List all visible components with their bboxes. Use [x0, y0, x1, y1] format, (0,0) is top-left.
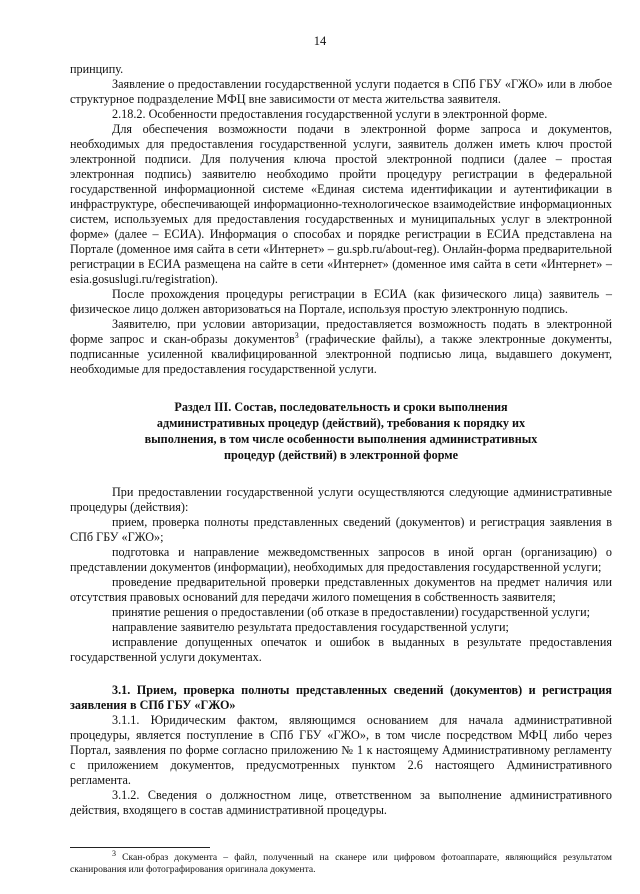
section-heading: Раздел III. Состав, последовательность и сроки выполнения административных процедур (действий), требования к порядку их выполнения, в том числе особенности выполнения административных процедур (действий) в электронной форме [144, 400, 538, 462]
procedures-intro: При предоставлении государственной услуги осуществляются следующие административные процедуры (действия): [70, 485, 612, 514]
procedure-item: прием, проверка полноты представленных сведений (документов) и регистрация заявления в СПб ГБУ «ГЖО»; [70, 515, 612, 544]
procedure-item: исправление допущенных опечаток и ошибок в выданных в результате предоставления государственной услуги документах. [70, 635, 612, 664]
paragraph-authorization [70, 317, 612, 377]
paragraph-2-18-2: 2.18.2. Особенности предоставления государственной услуги в электронной форме. [112, 107, 548, 121]
paragraph-application: Заявление о предоставлении государственной услуги подается в СПб ГБУ «ГЖО» или в любое структурное подразделение МФЦ вне зависимости от места жительства заявителя. [70, 77, 612, 106]
paragraph-registration: После прохождения процедуры регистрации в ЕСИА (как физического лица) заявитель – физическое лицо должен авторизоваться на Портале, используя простую электронную подпись. [70, 287, 612, 316]
paragraph-3-1-2: 3.1.2. Сведения о должностном лице, ответственном за выполнение административного действия, входящего в состав административной процедуры. [70, 788, 612, 817]
footnote-separator [70, 847, 210, 848]
procedure-item: направление заявителю результата предоставления государственной услуги; [112, 620, 509, 634]
footnote [70, 848, 612, 876]
paragraph-esia: Для обеспечения возможности подачи в электронной форме запроса и документов, необходимых для предоставления государственной услуги, заявитель должен иметь ключ простой электронной подписи. Для получения ключа простой электронной подписи (далее – простая электронная подпись) заявителю необходимо пройти процедуру регистрации в федеральной государственной информационной системе «Единая система идентификации и аутентификации в инфраструктуре, обеспечивающей информационно-технологическое взаимодействие информационных систем, используемых для предоставления государственных и муниципальных услуг в электронной форме» (далее – ЕСИА). Информация о способах и порядке регистрации в ЕСИА представлена на Портале (доменное имя сайта в сети «Интернет» – gu.spb.ru/about-reg). Онлайн-форма предварительной регистрации в ЕСИА размещена на сайте в сети «Интернет» (доменное имя сайта в сети «Интернет» – esia.gosuslugi.ru/registration). [70, 122, 612, 286]
footnote-ref: 3 [294, 330, 299, 340]
footnote-mark: 3 [112, 848, 116, 858]
procedure-item: подготовка и направление межведомственных запросов в иной орган (организацию) о представлении документов (информации), необходимых для предоставления государственной услуги; [70, 545, 612, 574]
document-body [70, 62, 612, 818]
paragraph-continuation: принципу. [70, 62, 124, 76]
footnote-text: Скан-образ документа – файл, полученный на сканере или цифровом фотоаппарате, являющийся результатом сканирования или фотографирования оригинала документа. [70, 852, 612, 875]
subsection-heading: 3.1. Прием, проверка полноты представленных сведений (документов) и регистрация заявления в СПб ГБУ «ГЖО» [70, 683, 612, 712]
procedure-item: принятие решения о предоставлении (об отказе в предоставлении) государственной услуги; [112, 605, 591, 619]
page-number: 14 [313, 34, 327, 48]
paragraph-3-1-1: 3.1.1. Юридическим фактом, являющимся основанием для начала административной процедуры, является поступление в СПб ГБУ «ГЖО», в том числе посредством МФЦ либо через Портал, заявления по форме согласно приложению № 1 к настоящему Административному регламенту с приложением документов, предусмотренных пунктом 2.6 настоящего Административного регламента. [70, 713, 612, 787]
auth-text-after: (графические файлы), а также электронные документы, подписанные усиленной квалифицированной электронной подписью лица, выдавшего документ, необходимые для предоставления государственной услуги. [70, 332, 612, 376]
auth-text-before: Заявителю, при условии авторизации, предоставляется возможность подать в электронной форме запрос и скан-образы документов [70, 317, 612, 346]
procedure-item: проведение предварительной проверки представленных документов на предмет наличия или отсутствия правовых оснований для передачи жилого помещения в собственность заявителя; [70, 575, 612, 604]
